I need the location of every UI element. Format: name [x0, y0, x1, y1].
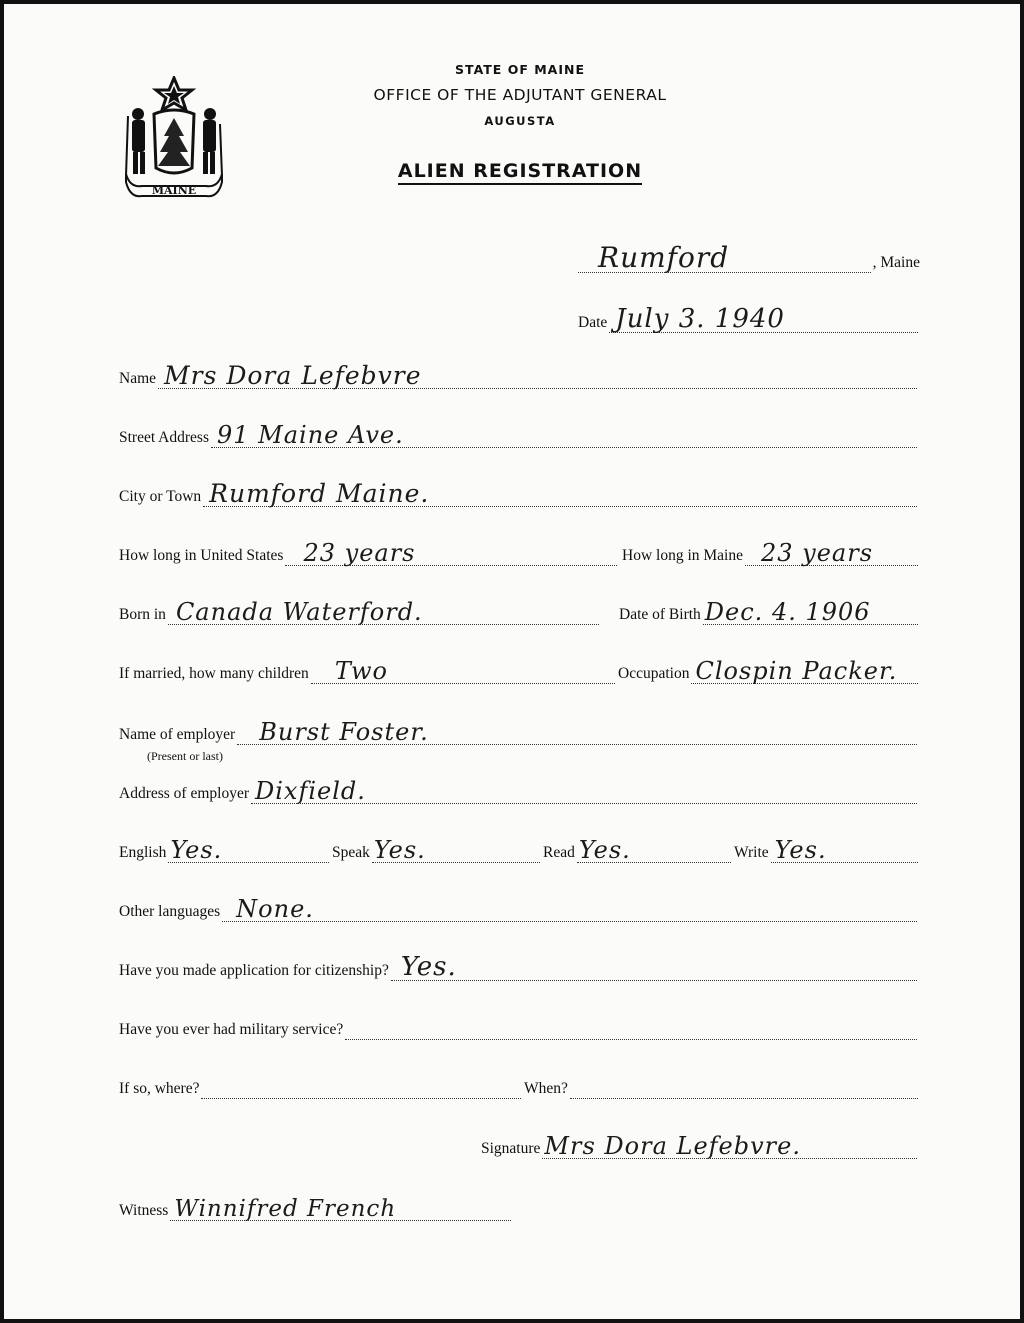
military-label: Have you ever had military service? — [119, 1021, 344, 1038]
where-field[interactable] — [201, 1076, 521, 1099]
citizenship-row — [119, 952, 919, 982]
place-suffix: , Maine — [872, 254, 920, 271]
witness-field[interactable]: Winnifred French — [170, 1198, 511, 1221]
svg-text:MAINE: MAINE — [151, 184, 197, 197]
occupation-row — [618, 657, 920, 685]
military-row — [119, 1017, 919, 1040]
witness-row — [119, 1198, 513, 1221]
form-title-wrap — [0, 160, 1024, 182]
read-row — [543, 836, 733, 864]
street-field[interactable]: 91 Maine Ave. — [211, 425, 917, 448]
name-field[interactable]: Mrs Dora Lefebvre — [158, 366, 917, 389]
employer-field[interactable]: Burst Foster. — [237, 722, 917, 745]
speak-field[interactable]: Yes. — [372, 840, 540, 863]
header-city: AUGUSTA — [484, 114, 556, 128]
place-field[interactable]: Rumford — [578, 250, 871, 273]
city-row — [119, 479, 919, 508]
write-label: Write — [734, 844, 769, 861]
other-languages-row — [119, 895, 919, 923]
employer-row — [119, 718, 919, 746]
how-long-maine-label: How long in Maine — [622, 547, 743, 564]
write-row — [734, 836, 920, 864]
speak-row — [332, 836, 542, 864]
employer-sublabel: (Present or last) — [147, 749, 223, 763]
read-label: Read — [543, 844, 575, 861]
how-long-us-label: How long in United States — [119, 547, 284, 564]
other-languages-field[interactable]: None. — [222, 899, 917, 922]
how-long-us-row — [119, 539, 619, 567]
witness-label: Witness — [119, 1202, 169, 1219]
children-row — [119, 657, 617, 685]
born-in-label: Born in — [119, 606, 166, 623]
city-field[interactable]: Rumford Maine. — [203, 484, 917, 507]
date-row — [578, 304, 920, 334]
born-in-field[interactable]: Canada Waterford. — [168, 602, 599, 625]
citizenship-field[interactable]: Yes. — [391, 958, 917, 981]
date-field[interactable]: July 3. 1940 — [609, 310, 918, 333]
english-label: English — [119, 844, 167, 861]
name-row — [119, 361, 919, 390]
signature-label: Signature — [481, 1140, 541, 1157]
form-title: ALIEN REGISTRATION — [398, 160, 642, 185]
where-label: If so, where? — [119, 1080, 200, 1097]
citizenship-label: Have you made application for citizenship? — [119, 962, 389, 979]
where-row — [119, 1076, 523, 1099]
english-field[interactable]: Yes. — [168, 840, 329, 863]
when-row — [524, 1076, 920, 1099]
dob-row — [619, 598, 920, 626]
children-label: If married, how many children — [119, 665, 309, 682]
born-in-row — [119, 598, 601, 626]
speak-label: Speak — [332, 844, 370, 861]
how-long-maine-field[interactable]: 23 years — [745, 543, 918, 566]
street-label: Street Address — [119, 429, 209, 446]
write-field[interactable]: Yes. — [771, 840, 918, 863]
header-office: OFFICE OF THE ADJUTANT GENERAL — [373, 86, 667, 104]
place-row — [578, 241, 920, 274]
header-state: STATE OF MAINE — [455, 62, 585, 77]
name-label: Name — [119, 370, 157, 387]
street-row — [119, 421, 919, 449]
employer-address-row — [119, 777, 919, 805]
when-label: When? — [524, 1080, 568, 1097]
military-field[interactable] — [345, 1017, 917, 1040]
how-long-maine-row — [622, 539, 920, 567]
occupation-field[interactable]: Clospin Packer. — [691, 661, 918, 684]
english-row — [119, 836, 331, 864]
occupation-label: Occupation — [618, 665, 690, 682]
dob-field[interactable]: Dec. 4. 1906 — [703, 602, 918, 625]
employer-label: Name of employer — [119, 726, 236, 743]
dob-label: Date of Birth — [619, 606, 701, 623]
children-field[interactable]: Two — [311, 661, 615, 684]
signature-field[interactable]: Mrs Dora Lefebvre. — [542, 1136, 917, 1159]
city-label: City or Town — [119, 488, 202, 505]
date-label: Date — [578, 314, 608, 331]
when-field[interactable] — [570, 1076, 918, 1099]
employer-address-label: Address of employer — [119, 785, 249, 802]
signature-row — [481, 1132, 919, 1160]
other-languages-label: Other languages — [119, 903, 221, 920]
employer-address-field[interactable]: Dixfield. — [251, 781, 917, 804]
read-field[interactable]: Yes. — [577, 840, 731, 863]
how-long-us-field[interactable]: 23 years — [285, 543, 617, 566]
